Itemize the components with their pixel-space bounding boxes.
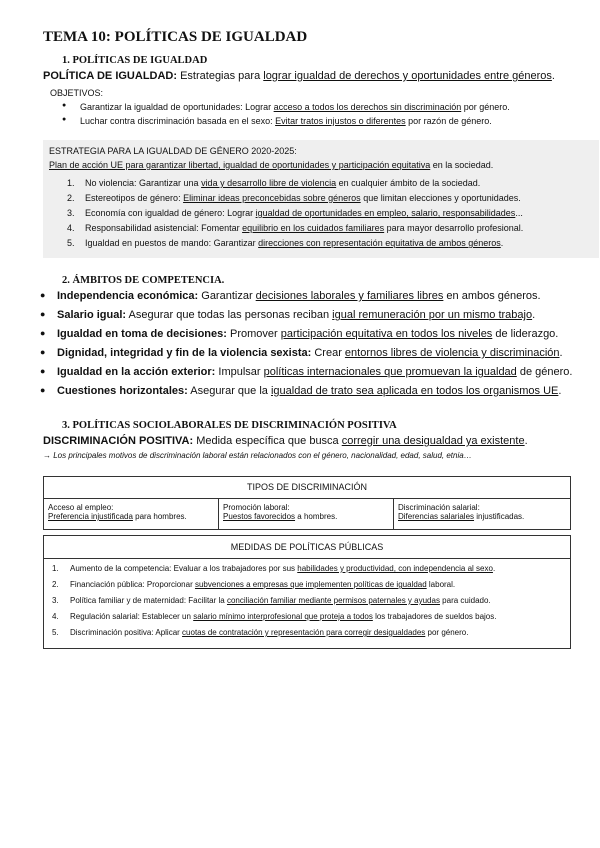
item-end: de liderazgo. (492, 328, 559, 340)
item-end: en cualquier ámbito de la sociedad. (336, 178, 481, 188)
item-number: 4. (67, 223, 75, 233)
item-end: . (558, 385, 562, 397)
item-text: Promover (226, 328, 281, 340)
strategy-item (67, 238, 504, 248)
item-end: . (492, 564, 496, 573)
objective-item (80, 102, 510, 112)
item-text: Igualdad en puestos de mando: Garantizar (85, 238, 259, 248)
item-underlined: equilibrio en los cuidados familiares (242, 223, 385, 233)
item-number: 2. (67, 193, 75, 203)
item-underlined: igualdad de trato sea aplicada en todos los organismos UE (270, 385, 559, 397)
item-end: . (500, 238, 504, 248)
item-underlined: igualdad de oportunidades en empleo, salario, responsabilidades (255, 208, 516, 218)
definition-politica-igualdad (43, 70, 555, 82)
item-text: Aumento de la competencia: Evaluar a los trabajadores por sus (70, 564, 298, 573)
item-underlined: cuotas de contratación y representación para corregir desigualdades (182, 628, 426, 637)
objective-end: por género. (461, 102, 510, 112)
definition-term: DISCRIMINACIÓN POSITIVA: (43, 435, 194, 447)
competence-item (57, 328, 558, 340)
definition-discriminacion-positiva (43, 435, 528, 447)
public-policy-measures-table (43, 535, 571, 649)
item-end: para cuidado. (439, 596, 491, 605)
item-text: Discriminación positiva: Aplicar (70, 628, 183, 637)
item-text: No violencia: Garantizar una (85, 178, 202, 188)
objective-underlined: Evitar tratos injustos o diferentes (275, 116, 406, 126)
item-text: Garantizar (198, 290, 256, 302)
objective-text: Luchar contra discriminación basada en el sexo: (80, 116, 276, 126)
strategy-end: en la sociedad. (430, 160, 494, 170)
item-title: Cuestiones horizontales: (57, 385, 188, 397)
item-text: Política familiar y de maternidad: Facilitar la (70, 596, 227, 605)
competence-item (57, 385, 561, 397)
item-end: que limitan elecciones y oportunidades. (360, 193, 521, 203)
item-underlined: subvenciones a empresas que implementen políticas de igualdad (194, 580, 427, 589)
section-3-heading: 3. POLÍTICAS SOCIOLABORALES DE DISCRIMINACIÓN POSITIVA (62, 420, 397, 431)
item-underlined: participación equitativa en todos los niveles (280, 328, 493, 340)
item-end: para mayor desarrollo profesional. (384, 223, 524, 233)
item-underlined: salario mínimo interprofesional que proteja a todos (193, 612, 373, 621)
competence-item (57, 290, 541, 302)
table-header: MEDIDAS DE POLÍTICAS PÚBLICAS (44, 536, 570, 559)
item-number: 5. (52, 628, 59, 637)
item-end: ... (515, 208, 523, 218)
competence-item (57, 366, 572, 378)
item-end: por género. (425, 628, 469, 637)
definition-text: Estrategias para (180, 70, 264, 82)
strategy-description (49, 160, 493, 170)
item-underlined: conciliación familiar mediante permisos paternales y ayudas (226, 596, 440, 605)
item-text: Impulsar (215, 366, 264, 378)
objective-text: Garantizar la igualdad de oportunidades: Lograr (80, 102, 274, 112)
item-number: 1. (67, 178, 75, 188)
definition-term: POLÍTICA DE IGUALDAD: (43, 70, 178, 82)
item-title: Salario igual: (57, 309, 127, 321)
section-1-heading: 1. POLÍTICAS DE IGUALDAD (62, 55, 208, 66)
table-cell (394, 499, 570, 529)
item-underlined: habilidades y productividad, con independencia al sexo (297, 564, 493, 573)
item-number: 5. (67, 238, 75, 248)
item-end: de género. (516, 366, 573, 378)
item-number: 3. (52, 596, 59, 605)
item-end: . (532, 309, 536, 321)
item-number: 3. (67, 208, 75, 218)
page-title: TEMA 10: POLÍTICAS DE IGUALDAD (43, 29, 308, 45)
definition-text: Medida específica que busca (193, 435, 342, 447)
objective-underlined: acceso a todos los derechos sin discriminación (273, 102, 462, 112)
item-text: Economía con igualdad de género: Lograr (85, 208, 256, 218)
strategy-item (67, 193, 521, 203)
item-text: Crear (311, 347, 345, 359)
discrimination-types-table (43, 476, 571, 530)
item-underlined: igual remuneración por un mismo trabajo (332, 309, 533, 321)
definition-end: . (551, 70, 555, 82)
strategy-underlined: Plan de acción UE para garantizar libertad, igualdad de oportunidades y participación equitativa (49, 160, 431, 170)
table-header: TIPOS DE DISCRIMINACIÓN (44, 477, 570, 499)
item-text: Asegurar que todas las personas reciban (126, 309, 333, 321)
objective-item (80, 116, 492, 126)
item-underlined: decisiones laborales y familiares libres (255, 290, 444, 302)
objectives-label: OBJETIVOS: (50, 88, 104, 98)
item-underlined: vida y desarrollo libre de violencia (201, 178, 337, 188)
measure-item (52, 612, 497, 621)
section-2-heading: 2. ÁMBITOS DE COMPETENCIA. (62, 275, 225, 286)
competence-item (57, 347, 563, 359)
item-end: en ambos géneros. (443, 290, 541, 302)
table-row (44, 499, 570, 529)
item-title: Igualdad en la acción exterior: (57, 366, 216, 378)
item-underlined: Eliminar ideas preconcebidas sobre géneros (183, 193, 361, 203)
cell-underlined: Diferencias salariales (398, 512, 475, 521)
strategy-item (67, 223, 524, 233)
objective-end: por razón de género. (405, 116, 492, 126)
item-title: Independencia económica: (57, 290, 199, 302)
item-end: laboral. (426, 580, 456, 589)
cell-underlined: Puestos favorecidos (223, 512, 296, 521)
item-text: Asegurar que la (187, 385, 271, 397)
strategy-item (67, 178, 481, 188)
measure-item (52, 596, 491, 605)
item-text: Financiación pública: Proporcionar (70, 580, 195, 589)
measure-item (52, 628, 469, 637)
item-end: los trabajadores de sueldos bajos. (372, 612, 497, 621)
cell-end: para hombres. (132, 512, 187, 521)
item-end: . (559, 347, 563, 359)
cell-title: Acceso al empleo: (48, 503, 114, 512)
item-number: 1. (52, 564, 59, 573)
measure-item (52, 564, 496, 573)
cell-title: Promoción laboral: (223, 503, 290, 512)
item-underlined: direcciones con representación equitativa de ambos géneros (258, 238, 501, 248)
cell-end: injustificadas. (474, 512, 525, 521)
definition-underlined: corregir una desigualdad ya existente (341, 435, 525, 447)
item-title: Igualdad en toma de decisiones: (57, 328, 227, 340)
table-cell (44, 499, 219, 529)
item-underlined: políticas internacionales que promuevan la igualdad (263, 366, 517, 378)
measure-item (52, 580, 456, 589)
strategy-title: ESTRATEGIA PARA LA IGUALDAD DE GÉNERO 2020-2025: (49, 146, 297, 156)
item-title: Dignidad, integridad y fin de la violencia sexista: (57, 347, 312, 359)
competence-item (57, 309, 535, 321)
item-text: Responsabilidad asistencial: Fomentar (85, 223, 243, 233)
item-number: 2. (52, 580, 59, 589)
table-cell (219, 499, 394, 529)
item-number: 4. (52, 612, 59, 621)
discrimination-note: → Los principales motivos de discriminación laboral están relacionados con el género, nacionalidad, edad, salud, etnia… (43, 451, 472, 460)
strategy-item (67, 208, 523, 218)
cell-end: a hombres. (295, 512, 338, 521)
definition-underlined: lograr igualdad de derechos y oportunidades entre géneros (263, 70, 552, 82)
cell-title: Discriminación salarial: (398, 503, 480, 512)
item-text: Estereotipos de género: (85, 193, 184, 203)
item-underlined: entornos libres de violencia y discriminación (344, 347, 560, 359)
item-text: Regulación salarial: Establecer un (70, 612, 194, 621)
cell-underlined: Preferencia injustificada (48, 512, 133, 521)
definition-end: . (524, 435, 528, 447)
